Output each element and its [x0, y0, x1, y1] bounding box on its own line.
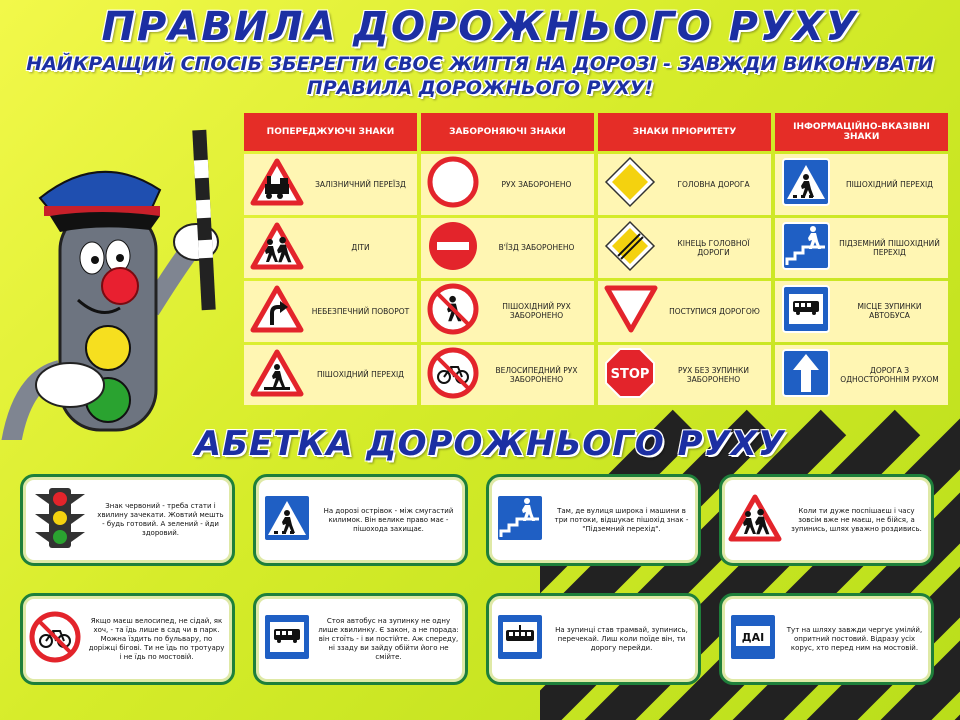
- pedestrian-crossing-info-icon: [262, 493, 312, 547]
- railway-crossing-sign-icon: [250, 158, 304, 210]
- sign-label: РУХ БЕЗ ЗУПИНКИ ЗАБОРОНЕНО: [678, 365, 749, 384]
- no-bicycles-sign-icon: [427, 347, 479, 403]
- sign-label: ГОЛОВНА ДОРОГА: [677, 179, 750, 189]
- sign-label: ДІТИ: [351, 243, 370, 253]
- dai-sign-text: ДАІ: [741, 631, 765, 644]
- column-header: ЗНАКИ ПРІОРИТЕТУ: [598, 113, 771, 151]
- sign-row: [244, 154, 417, 215]
- sign-row: [421, 218, 594, 279]
- sign-row: [775, 154, 948, 215]
- no-bicycles-sign-icon: [29, 611, 81, 667]
- traffic-light-icon: [29, 486, 89, 554]
- signs-column: [244, 113, 417, 405]
- pedestrian-crossing-info-icon: [781, 157, 831, 211]
- sign-label: ВЕЛОСИПЕДНИЙ РУХ ЗАБОРОНЕНО: [495, 365, 578, 384]
- column-header: ПОПЕРЕДЖУЮЧІ ЗНАКИ: [244, 113, 417, 151]
- stop-sign-icon: [604, 347, 656, 403]
- signs-table: [244, 113, 948, 405]
- page-title: ПРАВИЛА ДОРОЖНЬОГО РУХУ: [101, 4, 859, 50]
- alphabet-card: [486, 593, 701, 685]
- sign-label: ПІДЗЕМНИЙ ПІШОХІДНИЙ ПЕРЕХІД: [839, 238, 940, 257]
- sign-label: ПОСТУПИСЯ ДОРОГОЮ: [669, 306, 760, 316]
- sign-row: [598, 154, 771, 215]
- tram-stop-sign-icon: [495, 612, 545, 666]
- pedestrian-crossing-warning-icon: [250, 349, 304, 401]
- alphabet-card: [20, 593, 235, 685]
- sign-row: [421, 154, 594, 215]
- end-main-road-sign-icon: [604, 220, 656, 276]
- traffic-light-mascot-icon: [0, 120, 245, 440]
- sign-label: В'ЇЗД ЗАБОРОНЕНО: [498, 243, 575, 253]
- card-poem: На дорозі острівок - між смугастий килимок. Він велике право має - пішохода захищає.: [323, 506, 454, 533]
- sign-label: ПІШОХІДНИЙ ПЕРЕХІД: [845, 179, 934, 189]
- sign-label: ЗАЛІЗНИЧНИЙ ПЕРЕЇЗД: [315, 179, 406, 189]
- column-header: ЗАБОРОНЯЮЧІ ЗНАКИ: [421, 113, 594, 151]
- signs-column: [421, 113, 594, 405]
- card-poem: Тут на шляху завжди чергує уміли́й, опритний постовий. Відразу усіх корус, хто перед ним на мостовій.: [786, 625, 923, 652]
- bus-stop-sign-icon: [781, 284, 831, 338]
- bus-stop-sign-icon: [262, 612, 312, 666]
- sign-row: [244, 281, 417, 342]
- card-poem: Коли ти дуже поспішаєш і часу зовсім вже не маєш, не бійся, а зупинись, шлях уважно роздивись.: [791, 506, 922, 533]
- underground-crossing-sign-icon: [495, 493, 545, 547]
- no-entry-sign-icon: [427, 220, 479, 276]
- children-sign-icon: [728, 494, 782, 546]
- main-road-sign-icon: [604, 156, 656, 212]
- alphabet-card: [719, 474, 934, 566]
- sign-row: [244, 218, 417, 279]
- signs-column: [775, 113, 948, 405]
- sign-label: ПІШОХІДНИЙ РУХ ЗАБОРОНЕНО: [502, 302, 571, 321]
- sign-label: КІНЕЦЬ ГОЛОВНОЇ ДОРОГИ: [677, 238, 750, 257]
- sign-row: [775, 281, 948, 342]
- sign-label: ПІШОХІДНИЙ ПЕРЕХІД: [316, 370, 405, 380]
- sign-row: [598, 281, 771, 342]
- no-pedestrians-sign-icon: [427, 283, 479, 339]
- children-sign-icon: [250, 222, 304, 274]
- alphabet-card: [253, 474, 468, 566]
- sign-label: РУХ ЗАБОРОНЕНО: [501, 179, 572, 189]
- sign-row: [421, 345, 594, 406]
- sign-row: [775, 345, 948, 406]
- page-subtitle: НАЙКРАЩИЙ СПОСІБ ЗБЕРЕГТИ СВОЄ ЖИТТЯ НА ДОРОЗІ - ЗАВЖДИ ВИКОНУВАТИ ПРАВИЛА ДОРОЖНЬОГО РУХУ!: [26, 53, 934, 99]
- sign-row: [598, 345, 771, 406]
- signs-column: [598, 113, 771, 405]
- alphabet-card: [719, 593, 934, 685]
- dangerous-turn-sign-icon: [250, 285, 304, 337]
- underground-crossing-sign-icon: [781, 221, 831, 275]
- sign-row: [775, 218, 948, 279]
- alphabet-card: [20, 474, 235, 566]
- give-way-sign-icon: [604, 285, 658, 337]
- sign-label: НЕБЕЗПЕЧНИЙ ПОВОРОТ: [311, 306, 410, 316]
- card-poem: Стоя автобус на зупинку не одну лише хвилинку. Є закон, а не порада: він стоїть - і ви постійте. Аж спереду, ні ззаду ви зайду обійти його не смійте.: [318, 616, 459, 661]
- alphabet-card: [486, 474, 701, 566]
- card-poem: Там, де вулиця широка і машини в три потоки, відшукає пішохід знак - "Підземний перехід".: [554, 506, 689, 533]
- no-traffic-sign-icon: [427, 156, 479, 212]
- card-poem: Знак червоний - треба стати і хвилину зачекати. Жовтий мешть - будь готовий. А зелений - йди здоровий.: [97, 502, 224, 537]
- alphabet-title: АБЕТКА ДОРОЖНЬОГО РУХУ: [194, 424, 786, 464]
- alphabet-card: [253, 593, 468, 685]
- stop-sign-text: STOP: [610, 366, 650, 382]
- dai-sign-icon: [728, 612, 778, 666]
- one-way-road-sign-icon: [781, 348, 831, 402]
- card-poem: Якщо маєш велосипед, не сідай, як хоч, - та їдь лише в сад чи в парк. Можна їздить по бульвару, по доріжці бігові. Ти не їдь по тротуару і не їдь по мостовій.: [88, 616, 225, 661]
- sign-row: [244, 345, 417, 406]
- sign-label: ДОРОГА З ОДНОСТОРОННІМ РУХОМ: [840, 365, 939, 384]
- sign-row: [421, 281, 594, 342]
- sign-row: [598, 218, 771, 279]
- sign-label: МІСЦЕ ЗУПИНКИ АВТОБУСА: [857, 302, 922, 321]
- column-header: ІНФОРМАЦІЙНО-ВКАЗІВНІ ЗНАКИ: [775, 113, 948, 151]
- card-poem: На зупинці став трамвай, зупинись, перечекай. Лиш коли поїде він, ти дорогу перейди.: [555, 625, 688, 652]
